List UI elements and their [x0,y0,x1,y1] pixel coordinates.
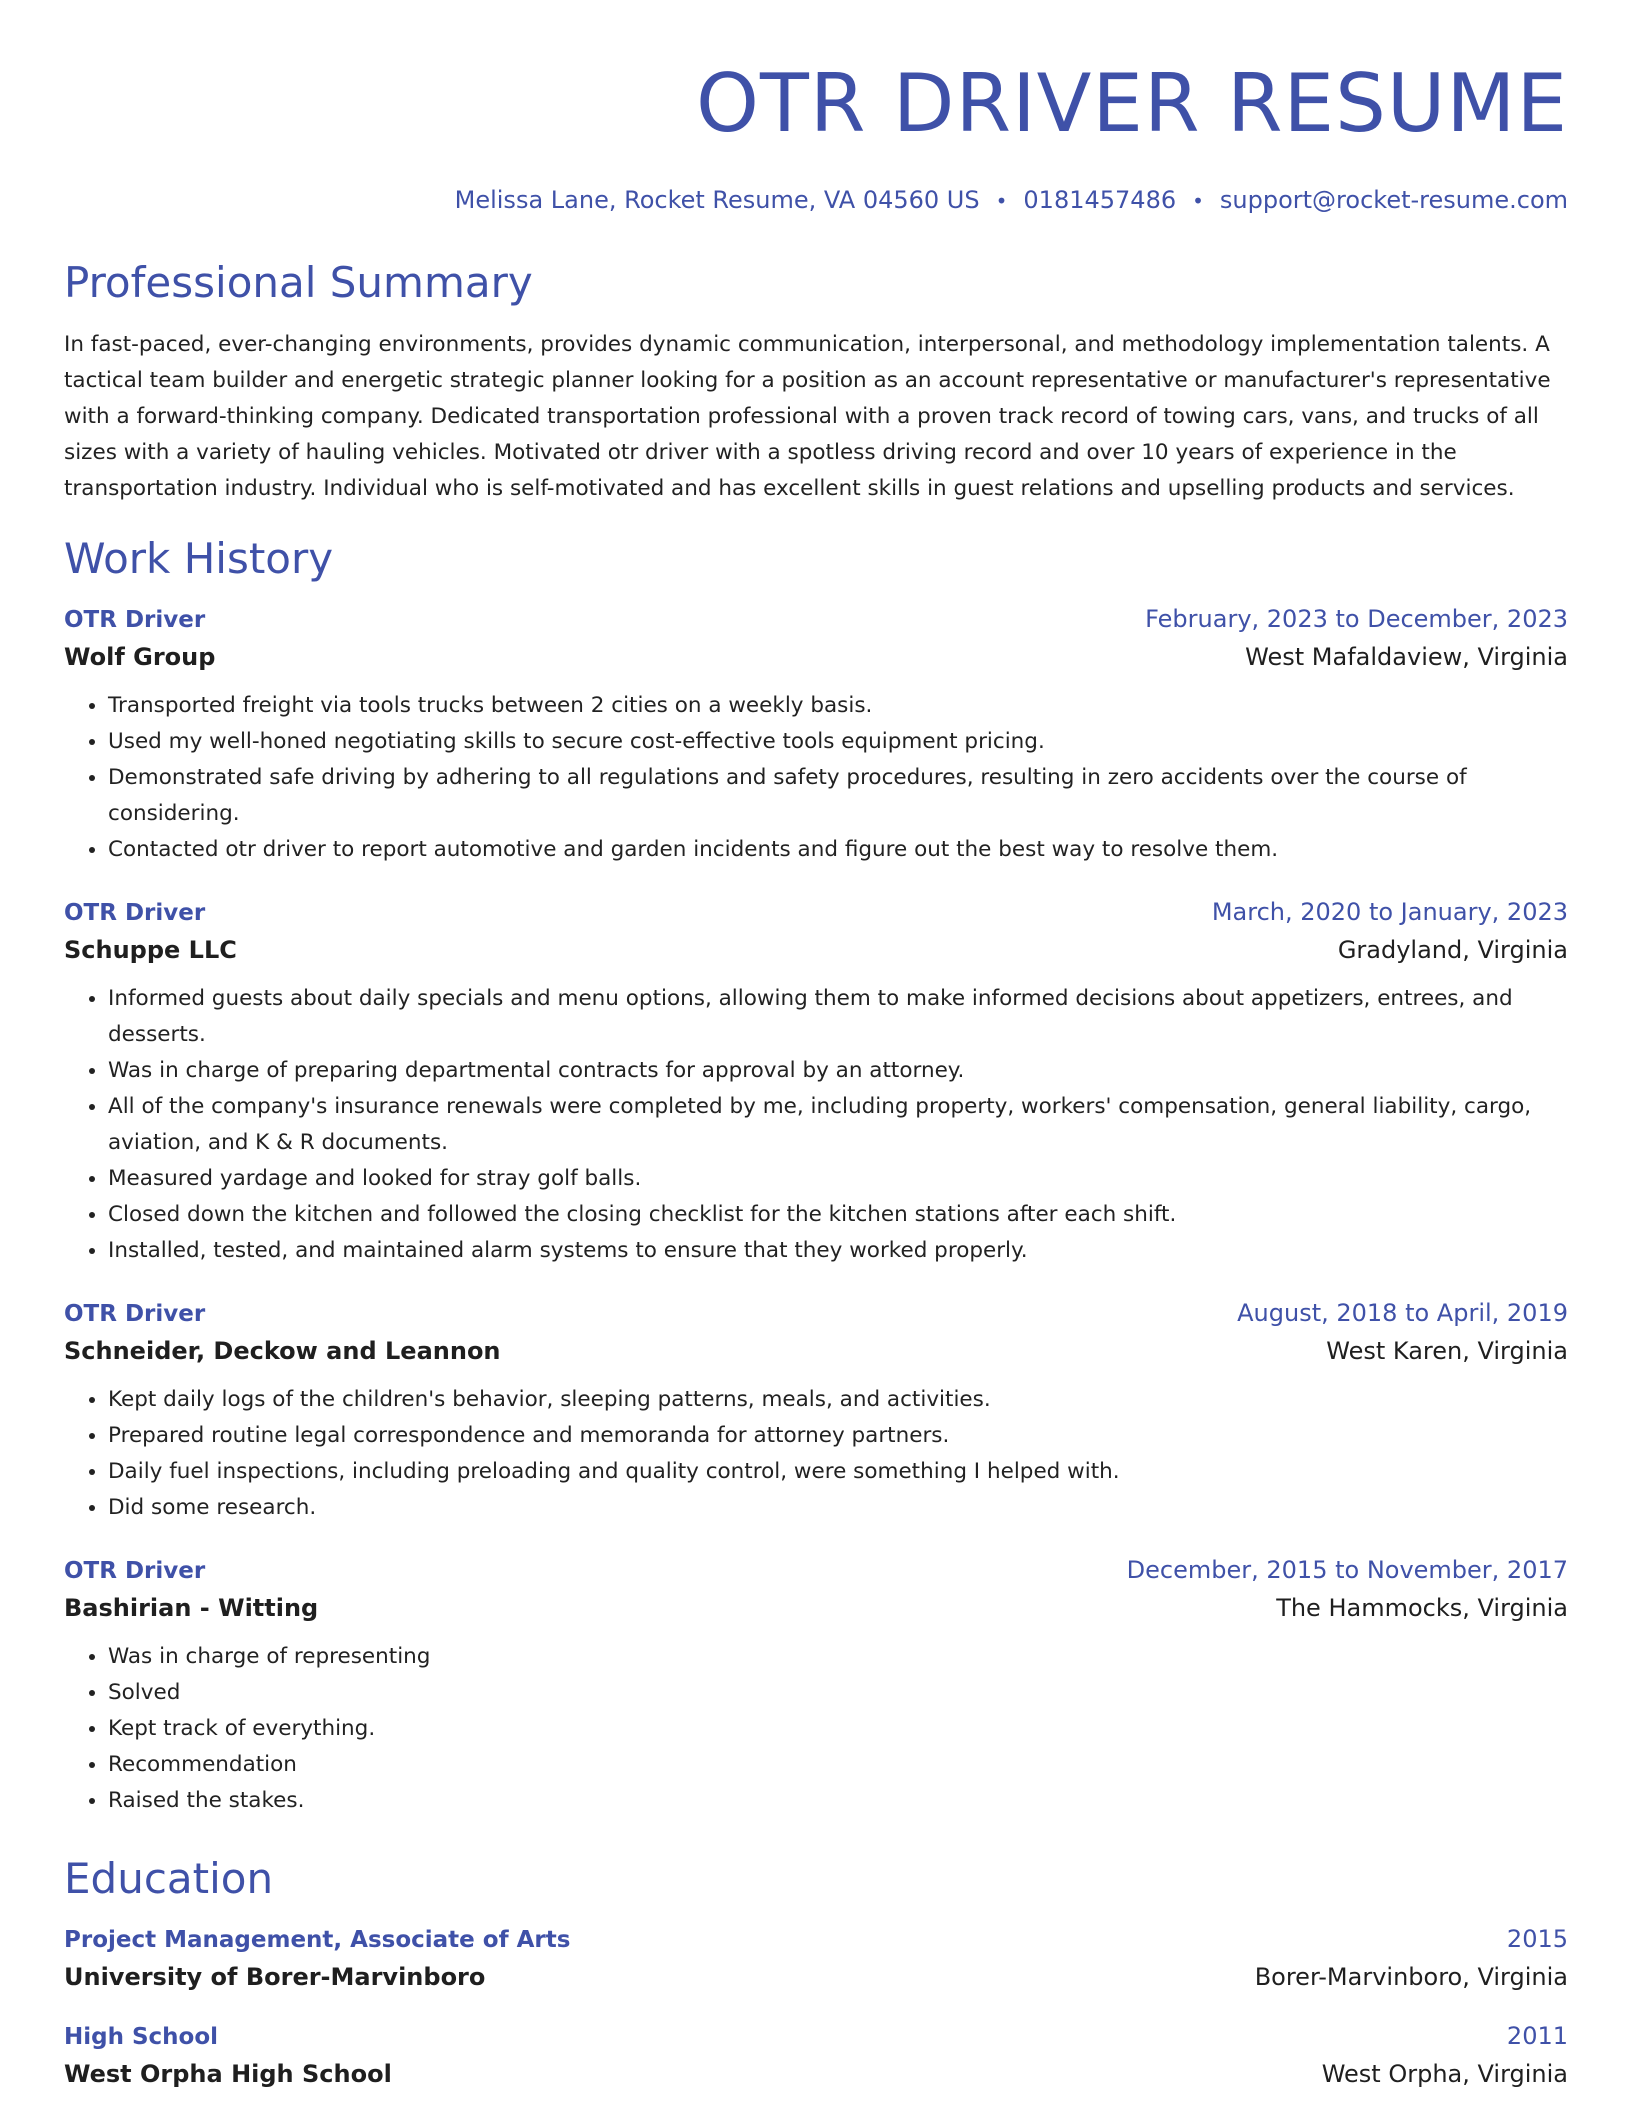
education-entry [64,1921,1568,1996]
job-company: Bashirian - Witting [64,1594,319,1622]
summary-text: In fast-paced, ever-changing environments, provides dynamic communication, interpersonal, and methodology implementation talents. A tactical team builder and energetic strategic planner looking for a position as an account representative or manufacturer's representative with a forward-thinking company. Dedicated transportation professional with a proven track record of towing cars, vans, and trucks of all sizes with a variety of hauling vehicles. Motivated otr driver with a spotless driving record and over 10 years of experience in the transportation industry. Individual who is self-motivated and has excellent skills in guest relations and upselling products and services. [64,332,1551,501]
job-company: Schuppe LLC [64,936,237,964]
education-location: Borer-Marvinboro, Virginia [1254,1963,1568,1991]
job-bullet: • Raised the stakes. [108,1783,1568,1819]
job-dates: December, 2015 to November, 2017 [1126,1556,1568,1584]
education-degree: High School [64,2024,219,2050]
job-role: OTR Driver [64,900,206,926]
job-bullet: • Recommendation [108,1747,1568,1783]
job-bullet: • Daily fuel inspections, including preloading and quality control, were something I helped with. [108,1454,1568,1490]
job-role: OTR Driver [64,1558,206,1584]
job-location: Gradyland, Virginia [1337,936,1568,964]
education-school: West Orpha High School [64,2060,392,2088]
contact-phone: 0181457486 [1023,186,1177,214]
job-role: OTR Driver [64,607,206,633]
job-bullets [64,1382,1568,1526]
job-location: West Mafaldaview, Virginia [1245,643,1568,671]
contact-separator: • [995,189,1008,213]
job-bullet: • Installed, tested, and maintained alarm systems to ensure that they worked properly. [108,1233,1568,1269]
job-entry [64,601,1568,868]
job-bullet: • All of the company's insurance renewals were completed by me, including property, workers' compensation, general liability, cargo, aviation, and K & R documents. [108,1089,1568,1161]
job-company: Schneider, Deckow and Leannon [64,1337,501,1365]
job-bullet: • Solved [108,1675,1568,1711]
job-dates: February, 2023 to December, 2023 [1145,605,1568,633]
job-bullet: • Was in charge of representing [108,1639,1568,1675]
contact-address: Melissa Lane, Rocket Resume, VA 04560 US [454,186,980,214]
job-location: The Hammocks, Virginia [1276,1594,1568,1622]
resume-title: OTR DRIVER RESUME [696,57,1568,150]
job-bullet: • Used my well-honed negotiating skills to secure cost-effective tools equipment pricing. [108,724,1568,760]
education-degree: Project Management, Associate of Arts [64,1927,571,1953]
job-location: West Karen, Virginia [1326,1337,1568,1365]
education-location: West Orpha, Virginia [1321,2060,1568,2088]
job-company: Wolf Group [64,643,216,671]
education-entry [64,2018,1568,2093]
job-bullet: • Closed down the kitchen and followed the closing checklist for the kitchen stations after each shift. [108,1197,1568,1233]
work-history-heading: Work History [64,534,334,583]
job-bullet: • Did some research. [108,1490,1568,1526]
resume-page [64,0,1568,2093]
education-heading: Education [64,1854,274,1903]
education-school: University of Borer-Marvinboro [64,1963,486,1991]
job-bullets [64,981,1568,1269]
job-bullet: • Contacted otr driver to report automotive and garden incidents and figure out the best way to resolve them. [108,832,1568,868]
summary-heading: Professional Summary [64,258,533,307]
job-bullet: • Demonstrated safe driving by adhering to all regulations and safety procedures, resulting in zero accidents over the course of considering. [108,760,1568,832]
job-role: OTR Driver [64,1301,206,1327]
job-bullet: • Prepared routine legal correspondence and memoranda for attorney partners. [108,1418,1568,1454]
job-dates: August, 2018 to April, 2019 [1237,1299,1568,1327]
job-bullets [64,688,1568,868]
job-bullet: • Was in charge of preparing departmental contracts for approval by an attorney. [108,1053,1568,1089]
job-entry [64,1552,1568,1819]
job-bullet: • Kept track of everything. [108,1711,1568,1747]
contact-email[interactable]: support@rocket-resume.com [1219,186,1568,214]
job-bullet: • Transported freight via tools trucks between 2 cities on a weekly basis. [108,688,1568,724]
education-year: 2011 [1506,2022,1568,2050]
education-year: 2015 [1506,1925,1568,1953]
contact-separator: • [1192,189,1204,213]
job-entry [64,894,1568,1269]
job-bullet: • Kept daily logs of the children's behavior, sleeping patterns, meals, and activities. [108,1382,1568,1418]
job-dates: March, 2020 to January, 2023 [1211,898,1568,926]
job-bullets [64,1639,1568,1819]
contact-line [64,184,1568,217]
job-bullet: • Measured yardage and looked for stray golf balls. [108,1161,1568,1197]
job-bullet: • Informed guests about daily specials and menu options, allowing them to make informed decisions about appetizers, entrees, and desserts. [108,981,1568,1053]
job-entry [64,1295,1568,1526]
